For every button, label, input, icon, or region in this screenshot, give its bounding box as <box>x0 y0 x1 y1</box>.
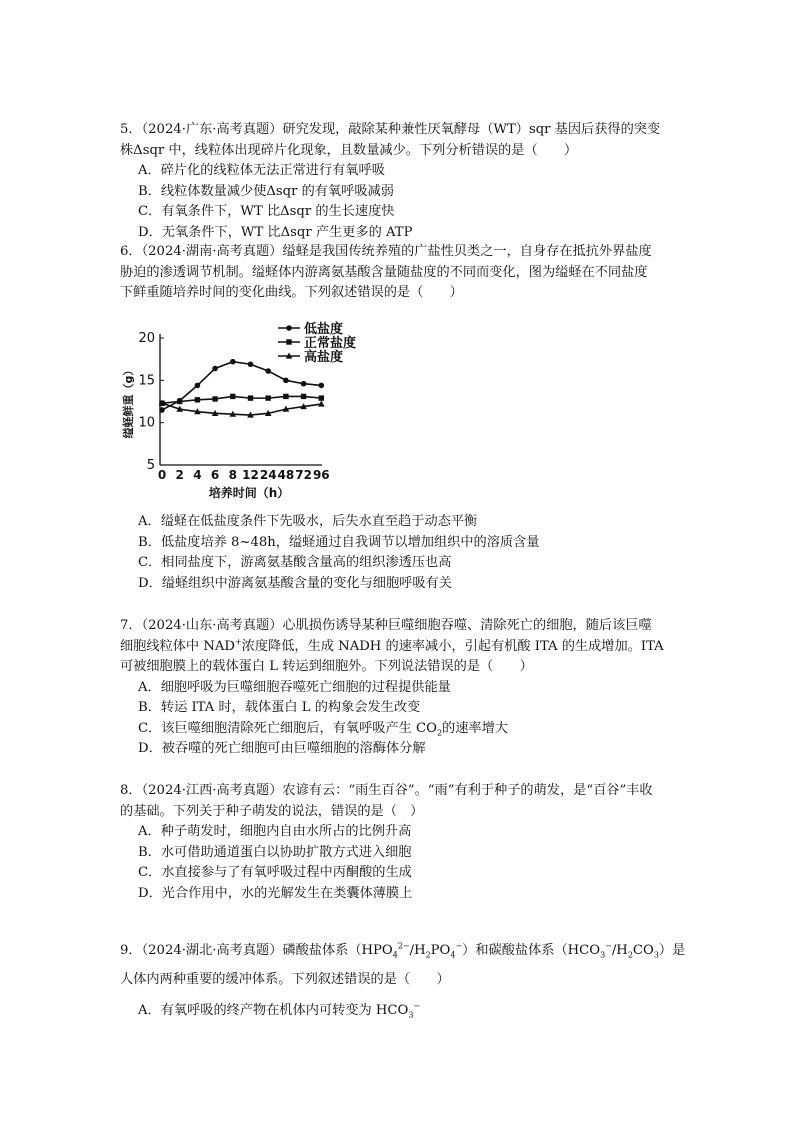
data-point-square <box>195 397 200 402</box>
question-6 <box>120 242 680 304</box>
question-6-options <box>120 512 680 594</box>
data-point-square <box>283 394 288 399</box>
series-line-square <box>162 396 321 403</box>
x-tick-label: 2 <box>175 468 184 482</box>
q9-sub: 2 <box>425 950 431 960</box>
question-5-option-d: D．无氧条件下，WT 比Δsqr 产生更多的 ATP <box>138 224 413 240</box>
q9-sub: 3 <box>653 950 659 960</box>
question-7-stem-line-3: 可被细胞膜上的载体蛋白 L 转运到细胞外。下列说法错误的是（ ） <box>120 659 533 674</box>
x-tick-label: 4 <box>193 468 202 482</box>
q9-text: A．有氧呼吸的终产物在机体内可转变为 HCO <box>138 1003 409 1018</box>
data-point-circle <box>230 359 236 365</box>
q9-text: ）是 <box>658 943 686 958</box>
chart-legend <box>278 321 356 365</box>
y-tick-label: 10 <box>138 415 155 431</box>
data-point-circle <box>195 383 201 389</box>
question-6-stem-line-3: 下鲜重随培养时间的变化曲线。下列叙述错误的是（ ） <box>120 285 463 300</box>
question-5-stem-line-2: 株Δsqr 中，线粒体出现碎片化现象，且数量减少。下列分析错误的是（ ） <box>120 142 578 158</box>
question-8-option-d: D．光合作用中，水的光解发生在类囊体薄膜上 <box>138 885 413 901</box>
data-point-square <box>266 395 271 400</box>
data-point-square <box>248 395 253 400</box>
x-tick-label: 24 <box>259 468 277 482</box>
q9-text: CO <box>632 943 654 958</box>
series-line-circle <box>162 362 321 410</box>
x-tick-label: 48 <box>277 468 295 482</box>
q7-text: 浓度降低，生成 NADH 的速率减小，引起有机酸 ITA 的生成增加。ITA <box>241 638 664 654</box>
legend-label: 正常盐度 <box>304 336 357 351</box>
data-point-circle <box>248 361 254 367</box>
question-9-stem-line-1 <box>120 938 686 964</box>
q7-text: 的速率增大 <box>442 720 508 736</box>
question-5-option-c: C．有氧条件下，WT 比Δsqr 的生长速度快 <box>138 204 395 219</box>
x-axis-label: 培养时间（h） <box>208 486 290 500</box>
q7-sub: 2 <box>436 728 443 738</box>
question-9 <box>120 938 686 1026</box>
legend-label: 高盐度 <box>304 350 344 365</box>
question-6-option-b: B．低盐度培养 8~48h，缢蛏通过自我调节以增加组织中的溶质含量 <box>138 534 540 550</box>
question-8-option-a: A．种子萌发时，细胞内自由水所占的比例升高 <box>138 824 412 839</box>
q9-sub: 4 <box>392 950 398 960</box>
question-9-stem-line-2: 人体内两种重要的缓冲体系。下列叙述错误的是（ ） <box>120 972 450 987</box>
data-point-circle <box>212 366 218 372</box>
question-6-option-a: A．缢蛏在低盐度条件下先吸水，后失水直至趋于动态平衡 <box>138 514 478 529</box>
question-8-option-c: C．水直接参与了有氧呼吸过程中丙酮酸的生成 <box>138 865 412 880</box>
q9-text: /H <box>409 943 426 958</box>
question-5 <box>120 120 680 243</box>
q9-sup: 2− <box>397 941 410 951</box>
data-point-square <box>212 396 217 401</box>
data-point-circle <box>159 407 165 413</box>
q9-sub: 2 <box>627 950 633 960</box>
y-tick-label: 5 <box>146 458 155 473</box>
question-7-option-b: B．转运 ITA 时，载体蛋白 L 的构象会发生改变 <box>138 700 421 715</box>
y-tick-label: 15 <box>138 373 155 389</box>
data-point-square <box>177 399 182 404</box>
y-tick-label: 20 <box>138 331 155 346</box>
question-6-stem-line-2: 胁迫的渗透调节机制。缢蛏体内游离氨基酸含量随盐度的不同而变化，图为缢蛏在不同盐度 <box>120 264 648 280</box>
question-7-stem-line-1: 7．（2024·山东·高考真题）心肌损伤诱导某种巨噬细胞吞噬、清除死亡的细胞，随后该巨噬 <box>120 618 652 633</box>
q9-text: /H <box>611 943 628 958</box>
legend-label: 低盐度 <box>304 322 344 337</box>
data-point-square <box>319 395 324 400</box>
x-tick-label: 0 <box>157 468 167 482</box>
data-point-circle <box>265 368 271 374</box>
question-6-option-c: C．相同盐度下，游离氨基酸含量高的组织渗透压也高 <box>138 555 452 570</box>
q9-sup: − <box>605 941 612 951</box>
question-8-stem-line-1: 8．（2024·江西·高考真题）农谚有云：“雨生百谷”。“雨”有利于种子的萌发，是“百谷”丰收 <box>120 783 653 798</box>
q9-sub: 3 <box>408 1010 414 1020</box>
q7-sup: + <box>234 637 242 647</box>
question-8 <box>120 781 680 904</box>
question-7-option-d: D．被吞噬的死亡细胞可由巨噬细胞的溶酶体分解 <box>138 741 426 756</box>
q7-text: 细胞线粒体中 NAD <box>120 638 235 654</box>
data-point-square <box>230 394 235 399</box>
data-point-circle <box>319 383 325 389</box>
q9-sub: 4 <box>450 950 456 960</box>
legend-marker-circle <box>286 325 292 331</box>
question-7-option-a: A．细胞呼吸为巨噬细胞吞噬死亡细胞的过程提供能量 <box>138 679 451 695</box>
x-tick-label: 96 <box>312 468 330 482</box>
question-5-option-b: B．线粒体数量减少使Δsqr 的有氧呼吸减弱 <box>138 183 394 199</box>
question-6-stem-line-1: 6．（2024·湖南·高考真题）缢蛏是我国传统养殖的广盐性贝类之一，自身存在抵抗外界盐度 <box>120 244 652 259</box>
question-7-stem-line-2 <box>120 637 680 658</box>
question-6-option-d: D．缢蛏组织中游离氨基酸含量的变化与细胞呼吸有关 <box>138 575 452 591</box>
q9-text: ）和碳酸盐体系（HCO <box>462 943 601 958</box>
x-tick-label: 12 <box>242 468 259 482</box>
x-tick-label: 8 <box>228 468 237 482</box>
question-8-option-b: B．水可借助通道蛋白以协助扩散方式进入细胞 <box>138 844 412 860</box>
question-7 <box>120 616 680 760</box>
y-axis-label: 缢蛏鲜重（g） <box>122 364 135 439</box>
q9-text: 9．（2024·湖北·高考真题）磷酸盐体系（HPO <box>120 943 393 958</box>
q9-sub: 3 <box>600 950 606 960</box>
data-point-square <box>301 394 306 399</box>
q9-sup: − <box>455 941 463 951</box>
x-tick-label: 6 <box>210 468 220 482</box>
chart-series <box>159 359 325 418</box>
series-line-triangle <box>162 403 321 415</box>
salinity-weight-chart <box>118 318 378 503</box>
q9-sup: − <box>413 1001 421 1011</box>
x-tick-label: 72 <box>295 468 312 482</box>
legend-marker-square <box>286 339 291 344</box>
question-8-stem-line-2: 的基础。下列关于种子萌发的说法，错误的是（ ） <box>120 803 424 819</box>
q9-text: PO <box>430 943 451 958</box>
data-point-circle <box>283 378 289 384</box>
question-7-option-c <box>120 719 680 740</box>
question-5-stem-line-1: 5．（2024·广东·高考真题）研究发现，敲除某种兼性厌氧酵母（WT）sqr 基因后获得的突变 <box>120 122 661 137</box>
question-5-option-a: A．碎片化的线粒体无法正常进行有氧呼吸 <box>138 163 385 178</box>
question-9-option-a <box>120 996 680 1026</box>
q7-text: C．该巨噬细胞清除死亡细胞后，有氧呼吸产生 CO <box>138 720 437 736</box>
data-point-circle <box>301 381 307 387</box>
